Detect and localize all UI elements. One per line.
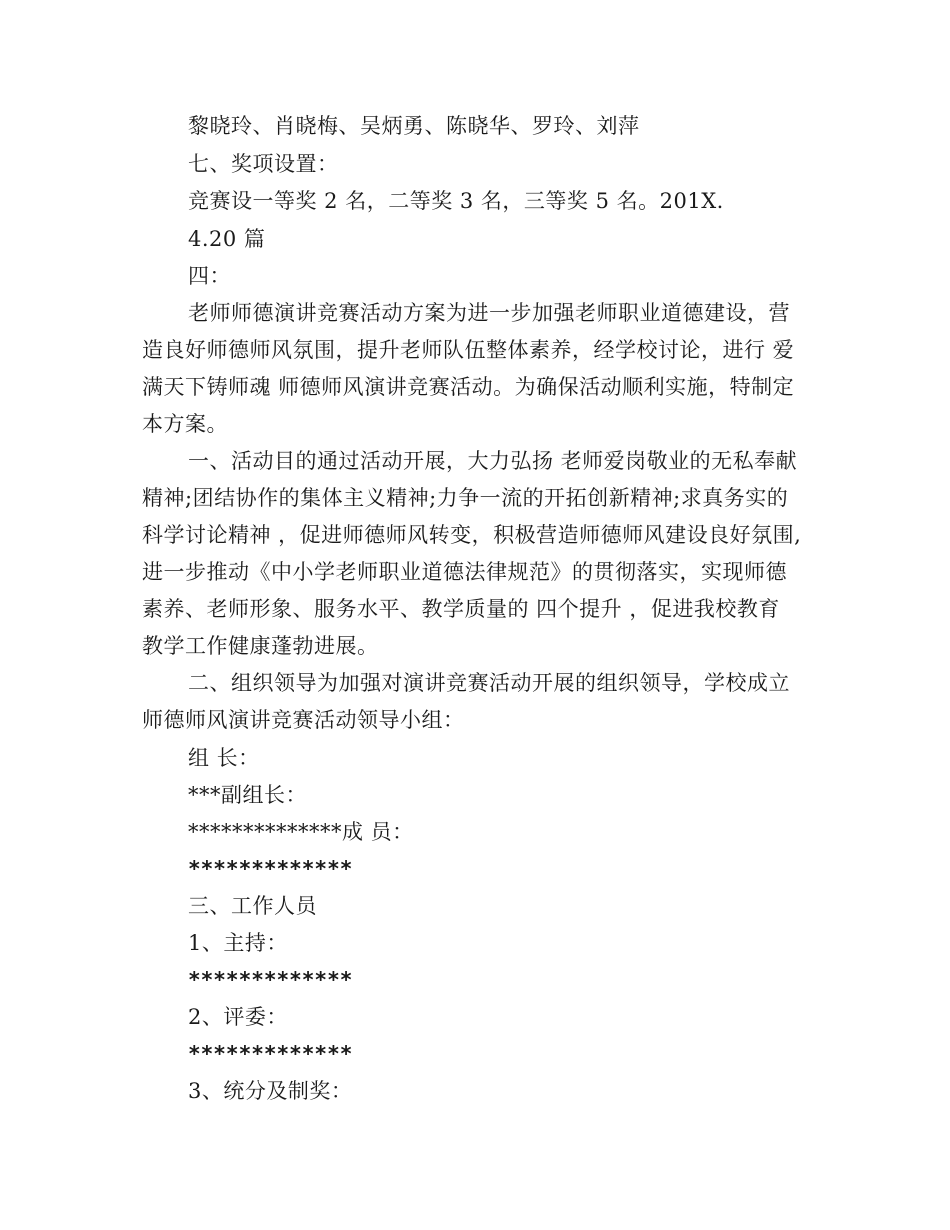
scoring-awards-label: 3、统分及制奖： — [188, 1079, 353, 1103]
intro-paragraph-line-4: 本方案。 — [142, 412, 228, 436]
section-seven-heading: 七、奖项设置： — [188, 152, 339, 176]
group-leader-label: 组 长： — [188, 746, 260, 770]
purpose-paragraph-line-4: 进一步推动《中小学老师职业道德法律规范》的贯彻落实，实现师德 — [142, 560, 787, 584]
members-masked-names: ************* — [188, 857, 353, 881]
purpose-paragraph-line-3: 科学讨论精神 ，促进师德师风转变，积极营造师德师风建设良好氛围, — [142, 523, 802, 547]
intro-paragraph-line-2: 造良好师德师风氛围，提升老师队伍整体素养，经学校讨论，进行 爱 — [142, 338, 795, 362]
section-three-heading: 三、工作人员 — [188, 894, 317, 918]
purpose-paragraph-line-6: 教学工作健康蓬勃进展。 — [142, 634, 379, 658]
purpose-paragraph-line-5: 素养、老师形象、服务水平、教学质量的 四个提升 ，促进我校教育 — [142, 597, 780, 621]
award-setting-line: 竞赛设一等奖 2 名，二等奖 3 名，三等奖 5 名。201X. — [188, 189, 724, 213]
intro-paragraph-line-1: 老师师德演讲竞赛活动方案为进一步加强老师职业道德建设，营 — [188, 301, 790, 325]
member-list-line: 黎晓玲、肖晓梅、吴炳勇、陈晓华、罗玲、刘萍 — [188, 114, 640, 138]
purpose-paragraph-line-1: 一、活动目的通过活动开展，大力弘扬 老师爱岗敬业的无私奉献 — [188, 449, 798, 473]
leadership-paragraph-line-1: 二、组织领导为加强对演讲竞赛活动开展的组织领导，学校成立 — [188, 671, 790, 695]
leadership-paragraph-line-2: 师德师风演讲竞赛活动领导小组： — [142, 708, 465, 732]
purpose-paragraph-line-2: 精神;团结协作的集体主义精神;力争一流的开拓创新精神;求真务实的 — [142, 486, 789, 510]
part-four-heading: 四： — [188, 264, 231, 288]
deputy-leader-label: ***副组长： — [188, 783, 307, 807]
host-masked-names: ************* — [188, 968, 353, 992]
date-line: 4.20 篇 — [188, 227, 266, 251]
host-label: 1、主持： — [188, 931, 288, 955]
intro-paragraph-line-3: 满天下铸师魂 师德师风演讲竞赛活动。为确保活动顺利实施，特制定 — [142, 375, 795, 399]
judges-masked-names: ************* — [188, 1042, 353, 1066]
members-label: **************成 员： — [188, 820, 414, 844]
judges-label: 2、评委： — [188, 1005, 288, 1029]
